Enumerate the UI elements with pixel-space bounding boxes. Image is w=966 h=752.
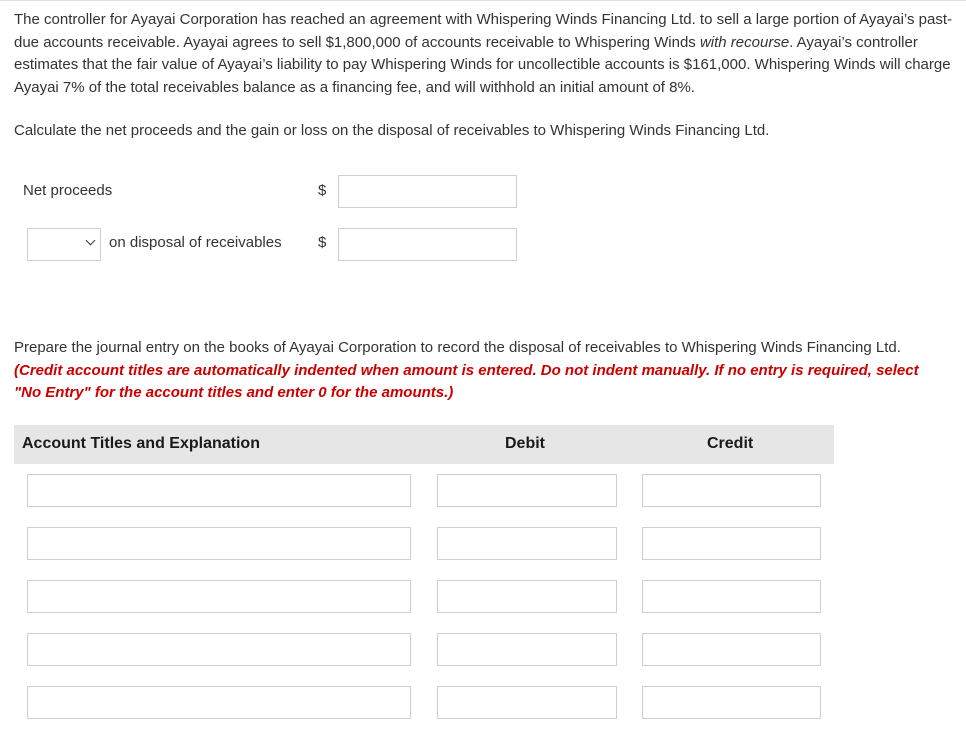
account-title-input[interactable]	[27, 580, 411, 613]
journal-instruction-text: Prepare the journal entry on the books of Ayayai Corporation to record the disposal of receivables to Whispering Winds Financing Ltd.	[14, 339, 901, 356]
chevron-down-icon	[86, 236, 96, 246]
journal-row	[0, 633, 966, 667]
journal-instruction	[14, 337, 944, 405]
account-title-input[interactable]	[27, 633, 411, 666]
net-proceeds-currency: $	[318, 182, 327, 199]
debit-input[interactable]	[437, 686, 617, 719]
debit-input[interactable]	[437, 527, 617, 560]
journal-table-header	[14, 425, 834, 464]
header-credit: Credit	[707, 435, 754, 452]
problem-text-part1: The controller for Ayayai Corporation has reached an agreement with Whispering Winds Financing Ltd. to sell a large portion of Ayayai’s past-due accounts receivable. Ayayai agrees to sell $1,800,000 of accounts receivable to Whispering Winds	[14, 11, 953, 51]
gain-loss-input[interactable]	[338, 228, 517, 261]
account-title-input[interactable]	[27, 474, 411, 507]
header-debit: Debit	[505, 435, 545, 452]
net-proceeds-label: Net proceeds	[23, 182, 113, 199]
journal-instruction-note: (Credit account titles are automatically indented when amount is entered. Do not indent manually. If no entry is required, select "No Entry" for the account titles and enter 0 for the amounts.)	[14, 361, 919, 401]
account-title-input[interactable]	[27, 686, 411, 719]
credit-input[interactable]	[642, 633, 821, 666]
debit-input[interactable]	[437, 580, 617, 613]
problem-text-recourse: with recourse	[699, 33, 790, 51]
debit-input[interactable]	[437, 633, 617, 666]
debit-input[interactable]	[437, 474, 617, 507]
account-title-input[interactable]	[27, 527, 411, 560]
gain-loss-select[interactable]	[27, 228, 101, 261]
credit-input[interactable]	[642, 527, 821, 560]
header-account-titles: Account Titles and Explanation	[22, 435, 260, 452]
journal-row	[0, 474, 966, 508]
gain-loss-label: on disposal of receivables	[109, 234, 282, 251]
gain-loss-currency: $	[318, 234, 327, 251]
journal-row	[0, 686, 966, 720]
credit-input[interactable]	[642, 580, 821, 613]
net-proceeds-input[interactable]	[338, 175, 517, 208]
journal-row	[0, 527, 966, 561]
top-divider	[0, 0, 966, 1]
credit-input[interactable]	[642, 474, 821, 507]
problem-text-part2: . Ayayai’s controller estimates that the fair value of Ayayai’s liability to pay Whispering Winds for uncollectible accounts is $161,000. Whispering Winds will charge Ayayai 7% of the total receivables balance as a financing fee, and will withhold an initial amount of 8%.	[14, 33, 951, 96]
journal-row	[0, 580, 966, 614]
calculation-instruction: Calculate the net proceeds and the gain or loss on the disposal of receivables to Whispering Winds Financing Ltd.	[14, 122, 770, 139]
problem-statement	[14, 9, 954, 99]
credit-input[interactable]	[642, 686, 821, 719]
